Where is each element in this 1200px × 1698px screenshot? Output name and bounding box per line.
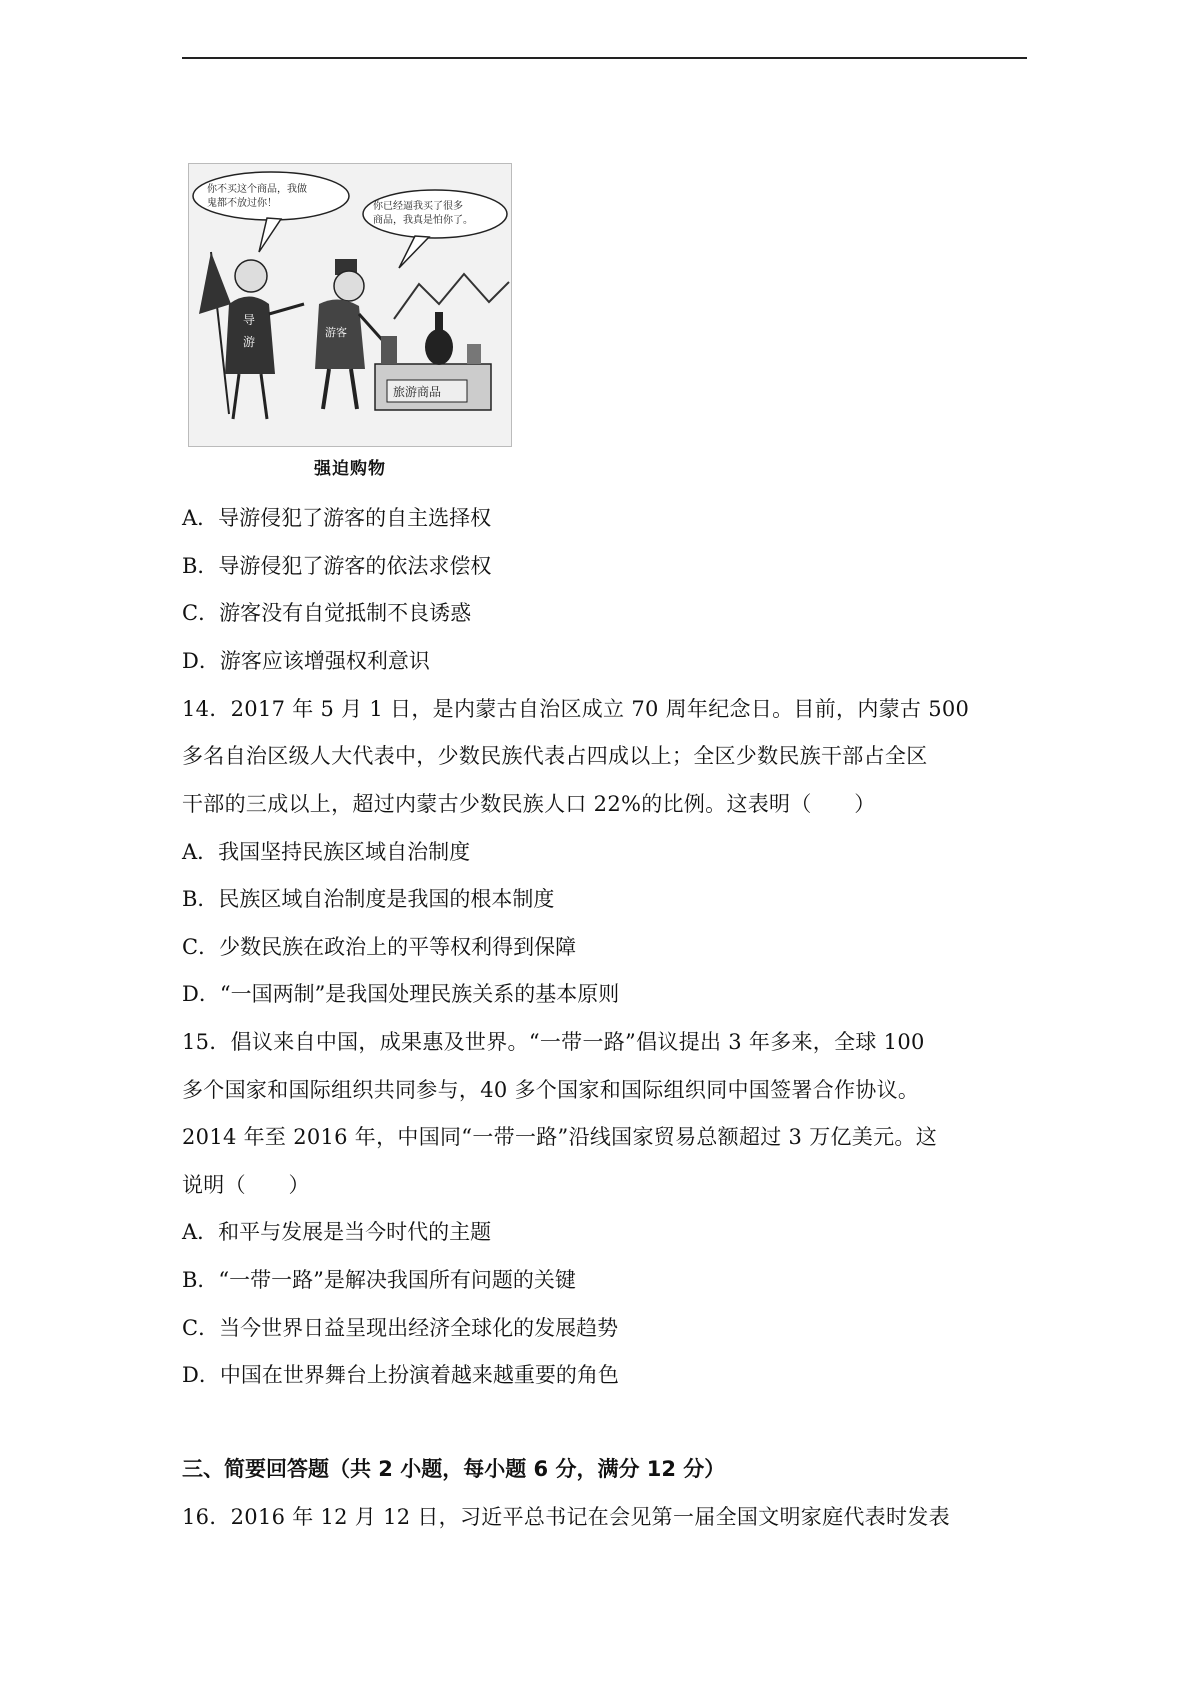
q13-option-a: A．导游侵犯了游客的自主选择权	[182, 506, 492, 530]
guide-speech-line2: 鬼都不放过你！	[207, 198, 277, 209]
q13-option-d: D．游客应该增强权利意识	[182, 649, 430, 673]
q14-option-b: B．民族区域自治制度是我国的根本制度	[182, 887, 555, 911]
q15-option-d: D．中国在世界舞台上扮演着越来越重要的角色	[182, 1363, 619, 1387]
header-rule	[182, 57, 1027, 59]
q15-stem-line2: 多个国家和国际组织共同参与，40 多个国家和国际组织同中国签署合作协议。	[182, 1078, 920, 1102]
goods-label: 旅游商品	[393, 385, 442, 399]
q14-option-c: C．少数民族在政治上的平等权利得到保障	[182, 935, 577, 959]
cartoon-caption: 强迫购物	[314, 459, 386, 479]
q14-option-d: D．“一国两制”是我国处理民族关系的基本原则	[182, 982, 620, 1006]
q15-option-a: A．和平与发展是当今时代的主题	[182, 1220, 492, 1244]
guide-label-1: 导	[243, 313, 256, 327]
guide-speech-line1: 你不买这个商品，我做	[207, 184, 307, 195]
q13-option-c: C．游客没有自觉抵制不良诱惑	[182, 601, 472, 625]
q14-option-a: A．我国坚持民族区域自治制度	[182, 840, 471, 864]
q15-stem-line3: 2014 年至 2016 年，中国同“一带一路”沿线国家贸易总额超过 3 万亿美元。这	[182, 1125, 937, 1149]
q15-stem-line1: 15．倡议来自中国，成果惠及世界。“一带一路”倡议提出 3 年多来，全球 100	[182, 1030, 925, 1054]
q15-stem-line4: 说明（ ）	[182, 1173, 310, 1197]
q13-option-b: B．导游侵犯了游客的依法求偿权	[182, 554, 492, 578]
q15-option-c: C．当今世界日益呈现出经济全球化的发展趋势	[182, 1316, 619, 1340]
q16-stem-line1: 16．2016 年 12 月 12 日，习近平总书记在会见第一届全国文明家庭代表时发表	[182, 1505, 950, 1529]
q14-stem-line2: 多名自治区级人大代表中，少数民族代表占四成以上；全区少数民族干部占全区	[182, 744, 928, 768]
tourist-speech-line2: 商品，我真是怕你了。	[373, 215, 473, 226]
tourist-label: 游客	[325, 326, 347, 339]
section-3-heading: 三、简要回答题（共 2 小题，每小题 6 分，满分 12 分）	[182, 1457, 726, 1481]
q14-stem-line1: 14．2017 年 5 月 1 日，是内蒙古自治区成立 70 周年纪念日。目前，内蒙古 500	[182, 697, 970, 721]
forced-shopping-cartoon	[188, 163, 512, 447]
tourist-speech-line1: 你已经逼我买了很多	[373, 201, 463, 212]
guide-label-2: 游	[243, 335, 256, 349]
q15-option-b: B．“一带一路”是解决我国所有问题的关键	[182, 1268, 576, 1292]
q14-stem-line3: 干部的三成以上，超过内蒙古少数民族人口 22%的比例。这表明（ ）	[182, 792, 876, 816]
